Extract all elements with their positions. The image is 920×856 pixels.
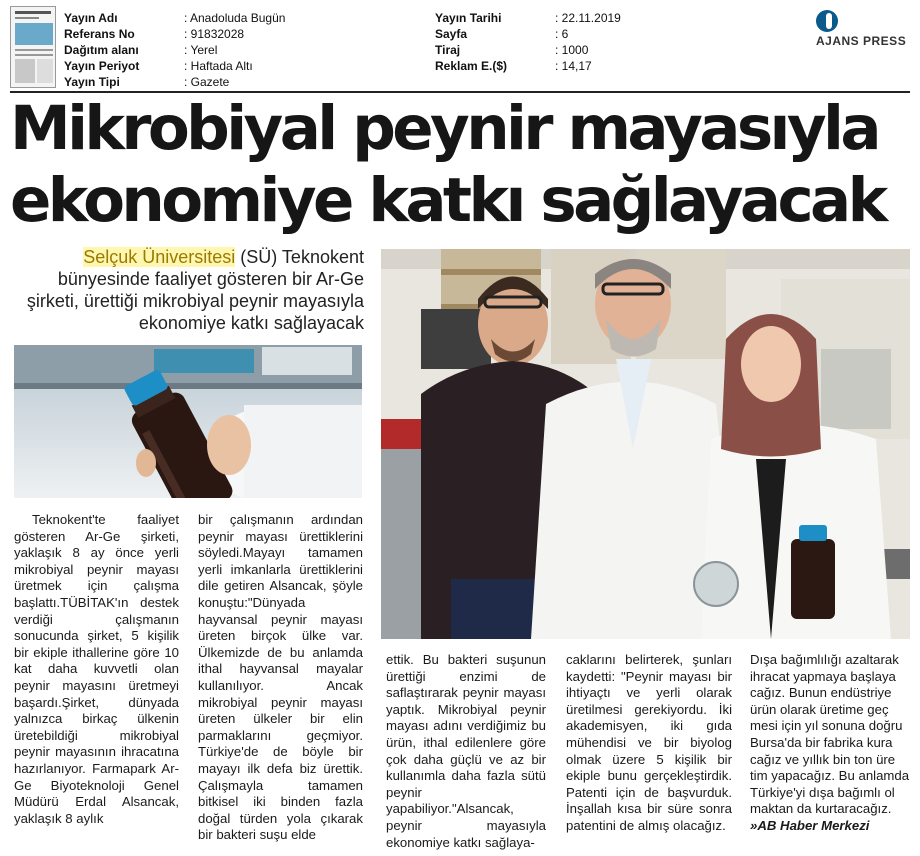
article-signature: »AB Haber Merkezi: [750, 817, 870, 833]
bottle-photo: [14, 345, 362, 498]
column-line: Bursa'da bir fabrika kura: [750, 734, 893, 750]
meta-row: Reklam E.($) : 14,17: [435, 59, 592, 73]
article-column-2: [198, 512, 363, 844]
column-text: Teknokent'te faaliyet gösteren Ar-Ge şirketi, yaklaşık 8 ay önce yerli mikrobiyal peynir mayası üretmek için çalışma başlattı.TÜBİTAK'ın destek verdiği çalışmanın sonucunda şirket, 5 kişilik bir ekiple ithallerine göre 10 kat daha kuvvetli olan peynir mayasını üretmeyi başardı.Şirket, dünyada yalnızca birkaç ülkenin üretebildiği mikrobiyal peynir mayasının ihracatına hazırlanıyor. Farmapark Ar-Ge Biyoteknoloji Genel Müdürü Erdal Alsancak, yaklaşık 8 aylık: [14, 512, 179, 826]
meta-row: Sayfa : 6: [435, 27, 569, 41]
column-line: cağız. Bunun endüstriye: [750, 685, 892, 701]
column-text: bir çalışmanın ardından peynir mayası ürettiklerini söyledi.Mayayı tamamen yerli imkanlarla ürettiklerini dile getiren Alsancak, şöyle konuştu:"Dünyada hayvansal peynir mayası üreten birçok ülke var. Ülkemizde de bu anlamda ithal hayvansal mayalar kullanılıyor. Ancak mikrobiyal peynir mayası üreten ülkeler bir elin parmaklarını geçmiyor. Türkiye'de de böyle bir mayayı ilk defa biz ürettik. Çalışmayla tamamen bitkisel iki binden fazla doğal türden yola çıkarak bir bakteri suşu elde: [198, 512, 363, 843]
meta-row: Yayın Tarihi : 22.11.2019: [435, 11, 621, 25]
headline-line-2: ekonomiye katkı sağlayacak: [10, 165, 885, 236]
ajans-press-logo: [808, 10, 912, 50]
column-line: Dışa bağımlılığı azaltarak: [750, 652, 899, 667]
article-column-4: [566, 652, 732, 835]
publication-metadata-right: [435, 10, 621, 74]
article-headline: [10, 93, 915, 237]
headline-line-1: Mikrobiyal peynir mayasıyla: [10, 93, 878, 164]
publication-metadata-left: [64, 10, 285, 90]
column-line: ürün olarak üretime geç: [750, 701, 889, 717]
meta-row: Dağıtım alanı : Yerel: [64, 43, 218, 57]
logo-name: AJANS PRESS: [816, 34, 907, 48]
article-column-5: [750, 652, 910, 835]
column-text: ettik. Bu bakteri suşunun ürettiği enzimi de saflaştırarak peynir mayası yaptık. Mikrobiyal peynir mayası adını verdiğimiz bu ürün, ithal edilenlere göre çok daha güçlü ve az bir kullanımla daha fazla sütü peynir yapabiliyor."Alsancak, peynir mayasıyla ekonomiye katkı sağlaya-: [386, 652, 546, 850]
column-line: tim yapacağız. Bu anlamda: [750, 768, 910, 784]
clipping-thumbnail: [10, 6, 56, 88]
ajans-press-logo-icon: [816, 10, 838, 32]
article-lead: [14, 246, 364, 334]
article-column-3: [386, 652, 546, 851]
meta-row: Yayın Tipi : Gazete: [64, 75, 230, 89]
article-column-1: [14, 512, 179, 827]
column-line: mesi için yıl sonuna doğru: [750, 718, 903, 734]
column-line: ihracat yapmaya başlaya: [750, 668, 896, 684]
lead-text: (SÜ) Teknokent bünyesinde faaliyet gösteren bir Ar-Ge şirketi, ürettiği mikrobiyal peynir mayasıyla ekonomiye katkı sağlayacak: [26, 247, 364, 333]
column-text: caklarını belirterek, şunları kaydetti: "Peynir mayası bir ihtiyaçtı ve yerli olarak üretilmesi gerekiyordu. İki akademisyen, iki gıda mühendisi ve bir biyolog olmak üzere 5 kişilik bir ekiple bunu gerçekleştirdik. Patenti için de başvurduk. İnşallah kısa bir süre sonra patentini de almış olacağız.: [566, 652, 732, 833]
meta-row: Yayın Adı : Anadoluda Bugün: [64, 11, 286, 25]
lead-highlight: Selçuk Üniversitesi: [83, 247, 236, 267]
column-line: cağız ve yıllık bin ton üre: [750, 751, 896, 767]
column-line: maktan da kurtaracağız.: [750, 801, 892, 817]
meta-row: Yayın Periyot : Haftada Altı: [64, 59, 253, 73]
column-line: Türkiye'yi dışa bağımlı ol: [750, 784, 895, 800]
meta-row: Tiraj : 1000: [435, 43, 589, 57]
scientists-lab-photo: [381, 249, 910, 639]
meta-row: Referans No : 91832028: [64, 27, 245, 41]
